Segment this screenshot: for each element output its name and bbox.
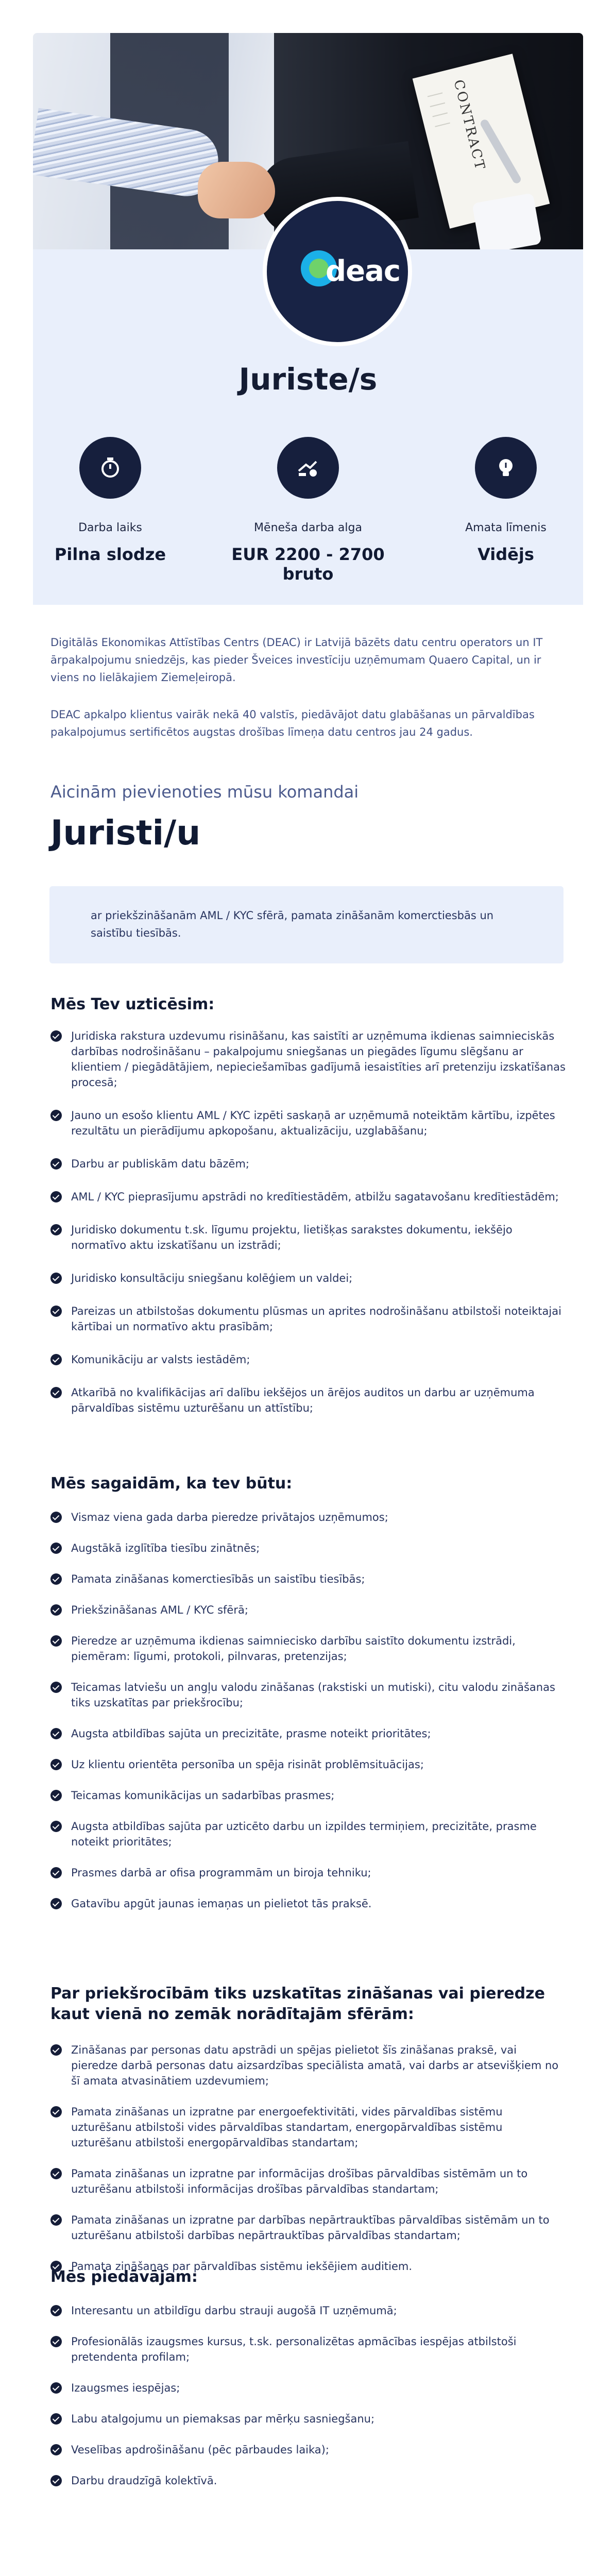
list-item: Pamata zināšanas un izpratne par darbības nepārtrauktības pārvaldības sistēmām un to uzturēšanu atbilstoši darbības nepārtrauktības pārvaldības standartam; (50, 2212, 566, 2243)
list-item: Vismaz viena gada darba pieredze privātajos uzņēmumos; (50, 1510, 566, 1525)
list-item: Teicamas latviešu un angļu valodu zināšanas (rakstiski un mutiski), citu valodu zināšanas tiks uzskatītas par priekšrocību; (50, 1680, 566, 1710)
check-icon (50, 2444, 62, 2455)
list-item: Uz klientu orientēta personība un spēja risināt problēmsituācijas; (50, 1757, 566, 1772)
list-item: Izaugsmes iespējas; (50, 2380, 566, 2396)
check-icon (50, 1821, 62, 1832)
stat-salary: Mēneša darba alga EUR 2200 - 2700 bruto (231, 437, 385, 584)
check-icon (50, 1191, 62, 1202)
contract-document: CONTRACT (413, 54, 550, 228)
list-item: Profesionālās izaugsmes kursus, t.sk. personalizētas apmācības iespējas atbilstoši pretendenta profilam; (50, 2334, 566, 2365)
list-item: Pamata zināšanas komerctiesībās un saistību tiesībās; (50, 1571, 566, 1587)
check-icon (50, 1635, 62, 1647)
list-item: Pamata zināšanas par pārvaldības sistēmu iekšējiem auditiem. (50, 2259, 566, 2274)
list-item: Augsta atbildības sajūta un precizitāte, prasme noteikt prioritātes; (50, 1726, 566, 1741)
check-icon (50, 1512, 62, 1523)
check-icon (50, 1306, 62, 1317)
check-icon (50, 1759, 62, 1770)
offer-list (50, 2303, 566, 2488)
check-icon (50, 2106, 62, 2117)
money-icon (277, 437, 339, 499)
list-item: Komunikāciju ar valsts iestādēm; (50, 1352, 566, 1367)
list-item: Darbu ar publiskām datu bāzēm; (50, 1156, 566, 1172)
stat-work-time: Darba laiks Pilna slodze (33, 437, 187, 564)
check-icon (50, 1273, 62, 1284)
list-item: Augstākā izglītība tiesību zinātnēs; (50, 1540, 566, 1556)
list-item: Jauno un esošo klientu AML / KYC izpēti saskaņā ar uzņēmumā noteiktām kārtību, izpētes rezultātu un pierādījumu apkopošanu, aktualizāciju, uzglabāšanu; (50, 1108, 566, 1139)
list-item: Prasmes darbā ar ofisa programmām un biroja tehniku; (50, 1865, 566, 1880)
list-item: Labu atalgojumu un piemaksas par mērķu sasniegšanu; (50, 2411, 566, 2427)
check-icon (50, 1867, 62, 1878)
list-item: Teicamas komunikācijas un sadarbības prasmes; (50, 1788, 566, 1803)
list-item: Pamata zināšanas un izpratne par informācijas drošības pārvaldības sistēmām un to uzturēšanu atbilstoši informācijas drošības pārvaldības standartam; (50, 2166, 566, 2197)
duties-list (50, 1028, 566, 1416)
company-clients: DEAC apkalpo klientus vairāk nekā 40 valstīs, piedāvājot datu glabāšanas un pārvaldības pakalpojumus sertificētos augstas drošības līmeņa datu centros jau 24 gadus. (50, 708, 535, 738)
list-item: Priekšzināšanas AML / KYC sfērā; (50, 1602, 566, 1618)
list-item: Gatavību apgūt jaunas iemaņas un pielietot tās praksē. (50, 1896, 566, 1911)
check-icon (50, 2044, 62, 2056)
check-icon (50, 1728, 62, 1739)
list-item: Pieredze ar uzņēmuma ikdienas saimniecisko darbību saistīto dokumentu izstrādi, piemēram: līgumi, protokoli, pilnvaras, pretenzijas; (50, 1633, 566, 1664)
list-item: Augsta atbildības sajūta par uzticēto darbu un izpildes termiņiem, precizitāte, prasme noteikt prioritātes; (50, 1819, 566, 1850)
check-icon (50, 1158, 62, 1170)
check-icon (50, 2336, 62, 2347)
check-icon (50, 1790, 62, 1801)
list-item: Atkarībā no kvalifikācijas arī dalību iekšējos un ārējos auditos un darbu ar uzņēmuma pārvaldības sistēmu uzturēšanu un attīstību; (50, 1385, 566, 1416)
invite-subtitle: Aicinām pievienoties mūsu komandai (50, 782, 359, 802)
list-item: Zināšanas par personas datu apstrādi un spējas pielietot šīs zināšanas praksē, vai pieredze darbā personas datu aizsardzības speciālista amatā, vai darbs ar atsevišķiem no šī amata atvasinātiem uzdevumiem; (50, 2042, 566, 2089)
check-icon (50, 1030, 62, 1042)
check-icon (50, 1354, 62, 1365)
check-icon (50, 1387, 62, 1398)
check-icon (50, 2475, 62, 2486)
check-icon (50, 1898, 62, 1909)
position-note: ar priekšzināšanām AML / KYC sfērā, pamata zināšanām komerctiesbās un saistību tiesībās. (49, 886, 564, 963)
advantages-list (50, 2042, 566, 2274)
list-item: AML / KYC pieprasījumu apstrādi no kredītiestādēm, atbilžu sagatavošanu kredītiestādēm; (50, 1189, 566, 1205)
list-item: Darbu draudzīgā kolektīvā. (50, 2473, 566, 2488)
list-item: Interesantu un atbildīgu darbu strauji augošā IT uzņēmumā; (50, 2303, 566, 2318)
list-item: Pareizas un atbilstošas dokumentu plūsmas un aprites nodrošināšanu atbilstoši noteiktajai kārtībai un normatīvo aktu prasībām; (50, 1303, 566, 1334)
job-title: Juriste/s (238, 362, 378, 397)
check-icon (50, 1110, 62, 1121)
check-icon (50, 2305, 62, 2316)
deac-logo: deac (263, 197, 412, 346)
company-intro: Digitālās Ekonomikas Attīstības Centrs (DEAC) ir Latvijā bāzēts datu centru operators un IT ārpakalpojumu sniedzējs, kas pieder Šveices investīciju uzņēmumam Quaero Capital, un ir viens no lielākajiem Ziemeļeiropā. (50, 636, 543, 684)
list-item: Veselības apdrošināšanu (pēc pārbaudes laika); (50, 2442, 566, 2458)
list-item: Juridiska rakstura uzdevumu risināšanu, kas saistīti ar uzņēmuma ikdienas saimnieciskās darbības nodrošināšanu – pakalpojumu sniegšanas un piegādes līgumu slēgšanu ar klientiem / piegādātājiem, nepieciešamības gadījumā iesaistīties arī pretenziju izskatīšanas procesā; (50, 1028, 566, 1090)
check-icon (50, 1604, 62, 1616)
job-header (33, 249, 583, 605)
clock-icon (79, 437, 141, 499)
check-icon (50, 1543, 62, 1554)
offer-heading: Mēs piedāvājam: (50, 2268, 198, 2286)
check-icon (50, 2214, 62, 2226)
stat-level: Amata līmenis Vidējs (429, 437, 583, 564)
lightbulb-icon (475, 437, 537, 499)
requirements-list (50, 1510, 566, 1911)
check-icon (50, 2168, 62, 2179)
check-icon (50, 1573, 62, 1585)
requirements-heading: Mēs sagaidām, ka tev būtu: (50, 1475, 293, 1493)
list-item: Pamata zināšanas un izpratne par energoefektivitāti, vides pārvaldības sistēmu uzturēšanu atbilstoši vides pārvaldības standartam, energopārvaldības sistēmu uzturēšanu atbilstoši energopārvaldības standartam; (50, 2104, 566, 2150)
position-title: Juristi/u (50, 813, 201, 853)
check-icon (50, 1682, 62, 1693)
check-icon (50, 2413, 62, 2425)
list-item: Juridisko dokumentu t.sk. līgumu projektu, lietišķas sarakstes dokumentu, iekšējo normatīvo aktu izskatīšanu un izstrādi; (50, 1222, 566, 1253)
list-item: Juridisko konsultāciju sniegšanu kolēģiem un valdei; (50, 1270, 566, 1286)
duties-heading: Mēs Tev uzticēsim: (50, 995, 215, 1013)
check-icon (50, 2382, 62, 2394)
check-icon (50, 1224, 62, 1235)
advantages-heading: Par priekšrocībām tiks uzskatītas zināšanas vai pieredze kaut vienā no zemāk norādītajām sfērām: (50, 1985, 545, 2023)
